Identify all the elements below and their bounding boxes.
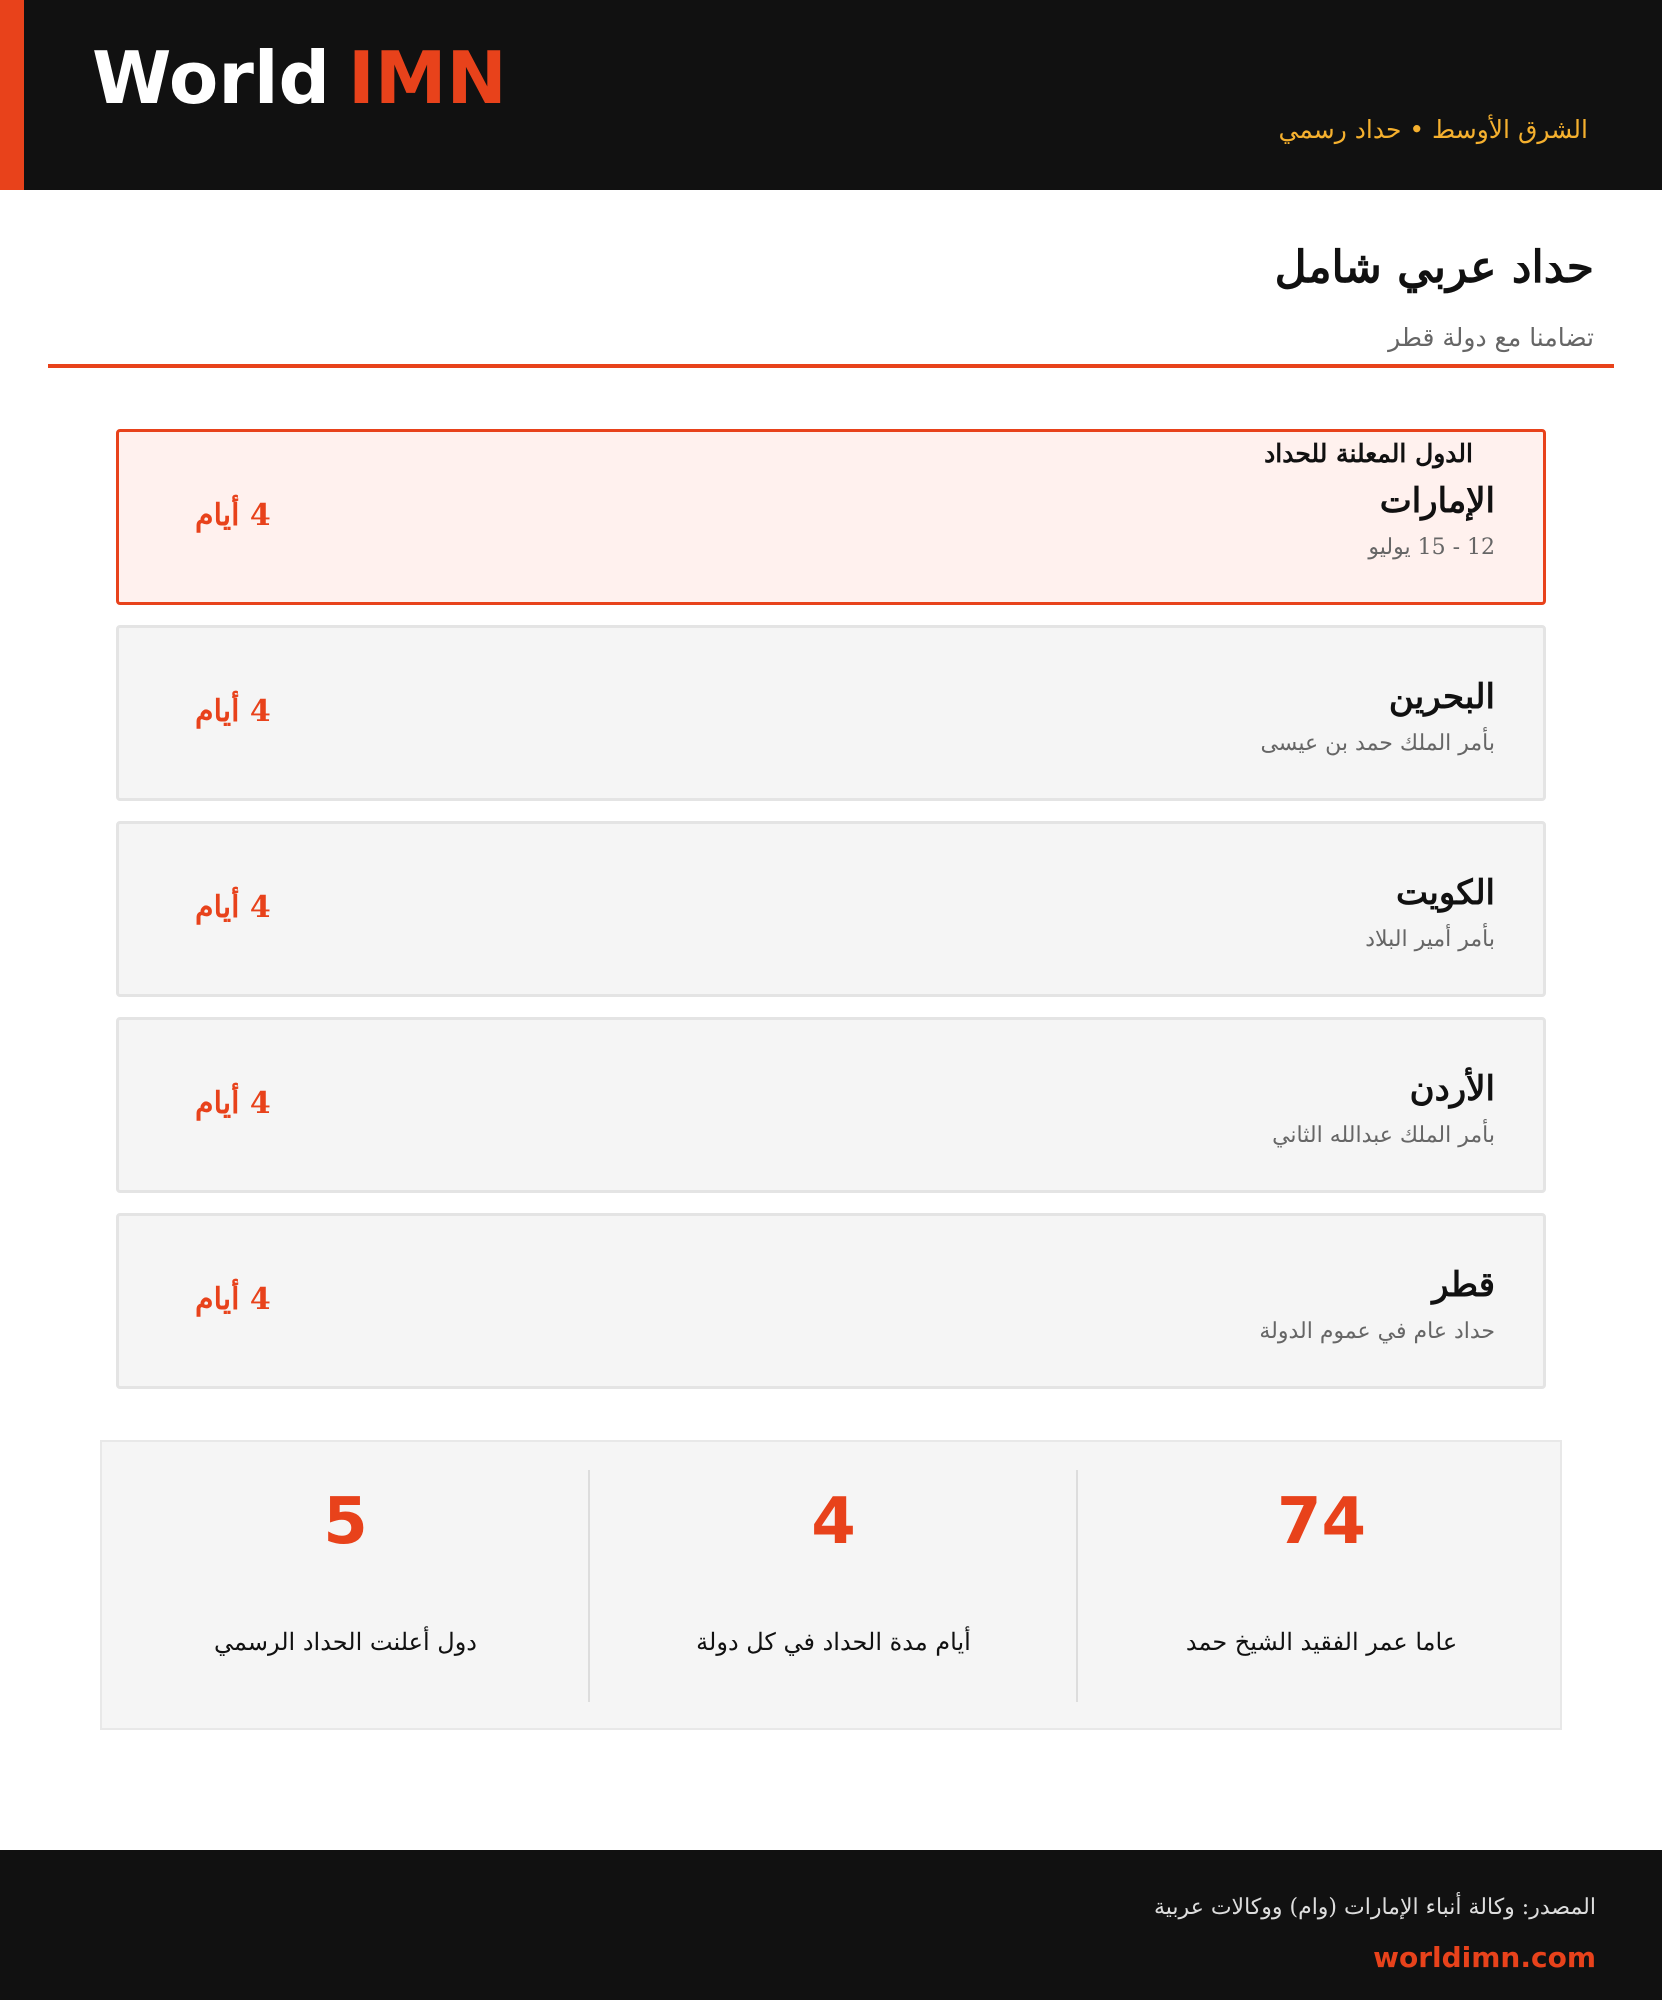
country-name: الأردن — [1409, 1069, 1495, 1109]
mourning-duration: 4 أيام — [195, 1282, 271, 1317]
stat-value: 5 — [323, 1485, 368, 1559]
country-name: البحرين — [1388, 677, 1495, 717]
stat-age — [1078, 1442, 1565, 1728]
country-detail: بأمر الملك حمد بن عيسى — [1260, 731, 1495, 756]
brand-imn-text: IMN — [348, 36, 507, 120]
stat-label: أيام مدة الحداد في كل دولة — [696, 1628, 971, 1656]
stats-panel — [100, 1440, 1562, 1730]
header-kicker: الشرق الأوسط • حداد رسمي — [1278, 115, 1588, 144]
header-bar — [0, 0, 1662, 190]
header-accent-stripe — [0, 0, 24, 190]
country-card-uae — [116, 429, 1546, 605]
brand-world-text: World — [92, 36, 331, 120]
country-detail: حداد عام في عموم الدولة — [1259, 1319, 1495, 1344]
page-subtitle: تضامنا مع دولة قطر — [1388, 323, 1594, 352]
stat-label: عاما عمر الفقيد الشيخ حمد — [1185, 1628, 1458, 1656]
country-name: الإمارات — [1379, 481, 1495, 521]
mourning-duration: 4 أيام — [195, 890, 271, 925]
countries-section-label: الدول المعلنة للحداد — [1264, 439, 1473, 468]
mourning-duration: 4 أيام — [195, 1086, 271, 1121]
country-card-qatar — [116, 1213, 1546, 1389]
stat-mourning-days — [590, 1442, 1077, 1728]
mourning-duration: 4 أيام — [195, 498, 271, 533]
stat-value: 74 — [1276, 1485, 1367, 1559]
title-divider — [48, 364, 1614, 368]
footer-site-link[interactable]: worldimn.com — [1373, 1941, 1596, 1974]
stat-label: دول أعلنت الحداد الرسمي — [214, 1628, 477, 1656]
country-detail: بأمر أمير البلاد — [1365, 927, 1495, 952]
stat-countries-count — [102, 1442, 589, 1728]
page-title: حداد عربي شامل — [1274, 242, 1594, 293]
country-card-bahrain — [116, 625, 1546, 801]
stat-value: 4 — [811, 1485, 856, 1559]
brand-logo — [92, 36, 507, 120]
country-card-jordan — [116, 1017, 1546, 1193]
footer-bar — [0, 1850, 1662, 2000]
country-detail: 12 - 15 يوليو — [1368, 535, 1495, 560]
country-name: الكويت — [1396, 873, 1495, 913]
mourning-duration: 4 أيام — [195, 694, 271, 729]
footer-source: المصدر: وكالة أنباء الإمارات (وام) ووكالات عربية — [1154, 1895, 1596, 1920]
country-card-kuwait — [116, 821, 1546, 997]
country-name: قطر — [1432, 1265, 1495, 1305]
country-detail: بأمر الملك عبدالله الثاني — [1272, 1123, 1495, 1148]
